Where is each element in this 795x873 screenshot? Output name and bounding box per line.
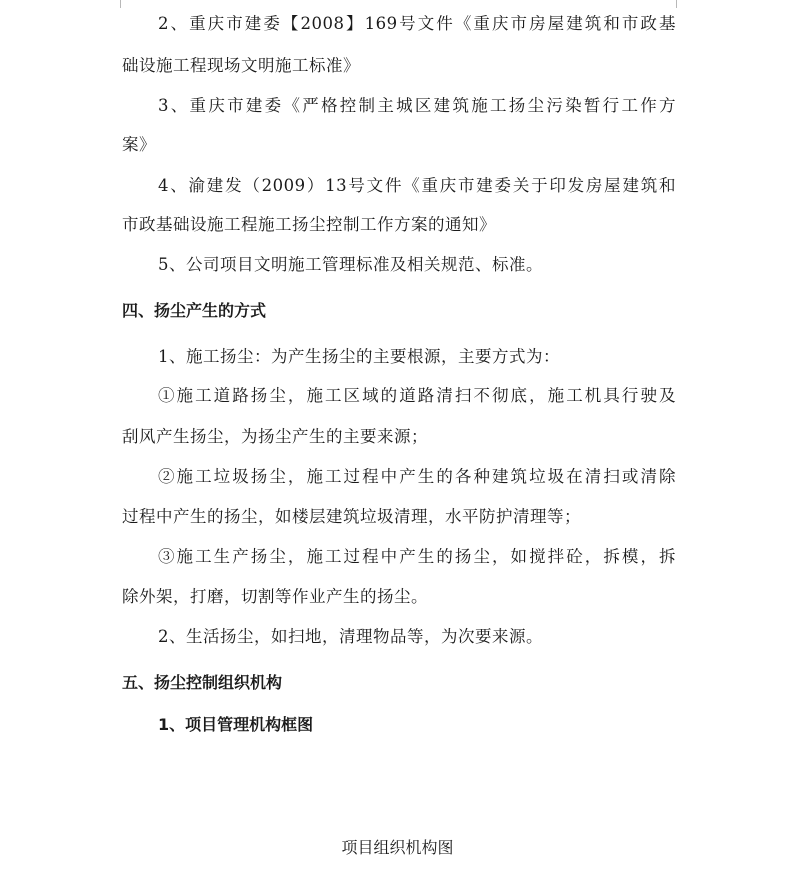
reference-2-line-1: 2、重庆市建委【2008】169号文件《重庆市房屋建筑和市政基 xyxy=(158,14,676,33)
reference-5-line-1: 5、公司项目文明施工管理标准及相关规范、标准。 xyxy=(158,255,543,274)
section-4-item-circle-2-line-1: ②施工垃圾扬尘，施工过程中产生的各种建筑垃圾在清扫或清除 xyxy=(158,467,676,486)
figure-caption: 项目组织机构图 xyxy=(341,838,454,857)
reference-3-line-2: 案》 xyxy=(122,135,156,154)
section-4-item-circle-1-line-2: 刮风产生扬尘，为扬尘产生的主要来源； xyxy=(122,427,428,446)
reference-4-line-2: 市政基础设施工程施工扬尘控制工作方案的通知》 xyxy=(122,215,496,234)
section-4-item-circle-2-line-2: 过程中产生的扬尘，如楼层建筑垃圾清理，水平防护清理等； xyxy=(122,507,581,526)
section-4-item-circle-3-line-2: 除外架，打磨，切割等作业产生的扬尘。 xyxy=(122,587,428,606)
section-4-item-2: 2、生活扬尘，如扫地，清理物品等，为次要来源。 xyxy=(158,627,543,646)
section-4-heading: 四、扬尘产生的方式 xyxy=(122,301,267,320)
page-corner-mark-left xyxy=(98,0,121,8)
section-4-item-circle-1-line-1: ①施工道路扬尘，施工区域的道路清扫不彻底，施工机具行驶及 xyxy=(158,386,676,405)
reference-4-line-1: 4、渝建发（2009）13号文件《重庆市建委关于印发房屋建筑和 xyxy=(158,176,676,195)
section-4-item-1: 1、施工扬尘：为产生扬尘的主要根源，主要方式为： xyxy=(158,347,560,366)
reference-2-line-2: 础设施工程现场文明施工标准》 xyxy=(122,56,360,75)
section-5-subheading: 1、项目管理机构框图 xyxy=(158,715,314,734)
page-corner-mark-right xyxy=(676,0,699,8)
reference-3-line-1: 3、重庆市建委《严格控制主城区建筑施工扬尘污染暂行工作方 xyxy=(158,96,676,115)
section-4-item-circle-3-line-1: ③施工生产扬尘，施工过程中产生的扬尘，如搅拌砼，拆模，拆 xyxy=(158,547,676,566)
section-5-heading: 五、扬尘控制组织机构 xyxy=(122,673,283,692)
